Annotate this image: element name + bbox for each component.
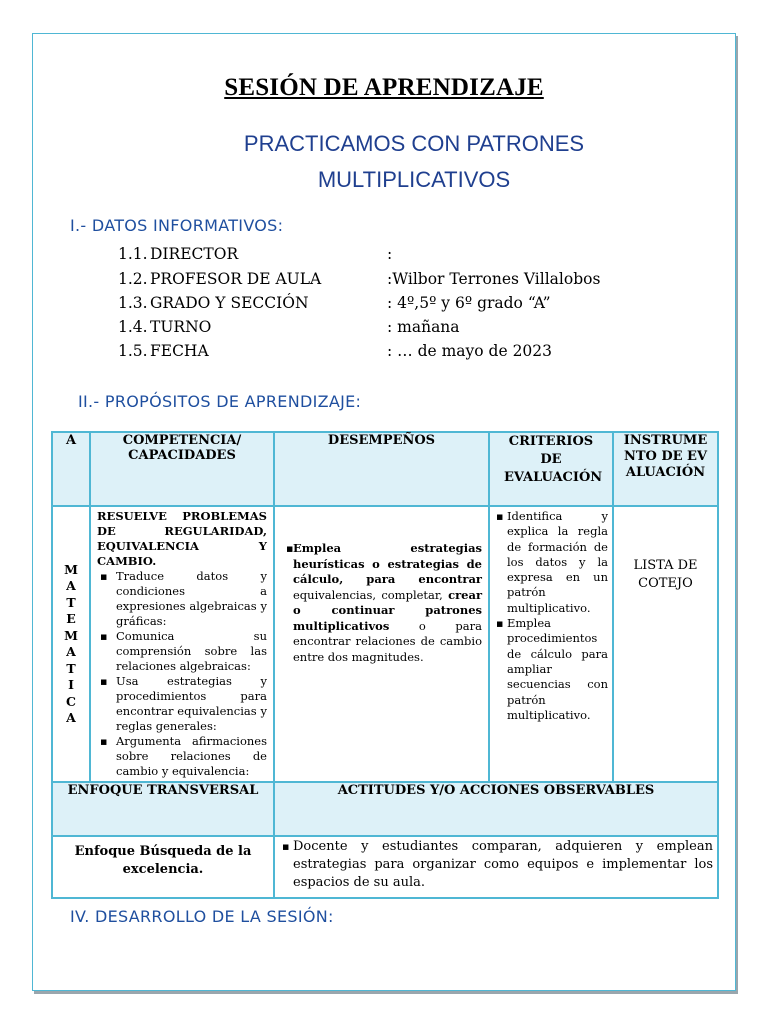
desempeno-list [283, 541, 482, 665]
capacidades-list [97, 569, 267, 779]
info-row-label: FECHA [150, 342, 209, 360]
header-area: A [52, 432, 90, 506]
session-subtitle-line2: MULTIPLICATIVOS [317, 167, 511, 192]
competencia-cell [90, 506, 274, 782]
section-heading-propositos: II.- PROPÓSITOS DE APRENDIZAJE: [78, 392, 362, 411]
info-row-number: 1.5. [118, 342, 148, 360]
header-competencia [90, 432, 274, 506]
table-row [52, 836, 718, 898]
instrumento-cell [613, 506, 718, 782]
info-row-number: 1.2. [118, 270, 148, 288]
document-title: SESIÓN DE APRENDIZAJE [224, 74, 544, 101]
area-letter: E [66, 611, 76, 626]
header-competencia-text: COMPETENCIA/ CAPACIDADES [122, 433, 242, 463]
info-row-number: 1.1. [118, 245, 148, 263]
section-heading-desarrollo: IV. DESARROLLO DE LA SESIÓN: [70, 907, 334, 926]
actitudes-list [279, 838, 713, 892]
criterios-list [493, 509, 608, 723]
info-row-value: : 4º,5º y 6º grado “A” [387, 294, 551, 312]
session-subtitle-line1: PRACTICAMOS CON PATRONES [243, 131, 585, 156]
info-row-number: 1.4. [118, 318, 148, 336]
info-row-value: : [387, 245, 393, 263]
info-row-number: 1.3. [118, 294, 148, 312]
desempeno-text: o para encontrar relaciones de cambio entre dos magnitudes. [293, 618, 483, 664]
competencia-title: RESUELVE PROBLEMAS DE REGULARIDAD, EQUIVALENCIA Y CAMBIO. [97, 509, 267, 568]
info-row-grado [118, 294, 718, 316]
list-item: ▪ Identifica y explica la regla de formación de los datos y la expresa en un patrón multiplicativo. [493, 509, 608, 616]
enfoque-cell [52, 836, 274, 898]
table-header-row [52, 432, 718, 506]
info-row-value: :Wilbor Terrones Villalobos [387, 270, 601, 288]
list-item: ▪ Docente y estudiantes comparan, adquieren y emplean estrategias para organizar como equipos e implementar los espacios de su aula. [279, 838, 713, 892]
enfoque-name: Enfoque Búsqueda de la excelencia. [74, 844, 252, 877]
info-row-label: GRADO Y SECCIÓN [150, 294, 309, 312]
info-row-profesor [118, 270, 718, 292]
area-letter: A [66, 644, 76, 659]
info-row-label: DIRECTOR [150, 245, 239, 263]
instrumento-text: LISTA DE COTEJO [633, 558, 698, 591]
desempeno-cell [274, 506, 489, 782]
list-item: ▪ Comunica su comprensión sobre las relaciones algebraicas: [97, 629, 267, 674]
header-enfoque: ENFOQUE TRANSVERSAL [52, 782, 274, 836]
area-letter: A [66, 578, 76, 593]
section-heading-datos: I.- DATOS INFORMATIVOS: [70, 216, 284, 235]
header-desempenos: DESEMPEÑOS [274, 432, 489, 506]
area-letter: T [66, 660, 76, 676]
table-header-row [52, 782, 718, 836]
actitudes-cell [274, 836, 718, 898]
info-row-director [118, 245, 718, 267]
table-row [52, 506, 718, 782]
info-row-value: : mañana [387, 318, 460, 336]
list-item: ▪ Argumenta afirmaciones sobre relaciones de cambio y equivalencia: [97, 734, 267, 779]
list-item: ▪ Usa estrategias y procedimientos para encontrar equivalencias y reglas generales: [97, 674, 267, 734]
header-actitudes: ACTITUDES Y/O ACCIONES OBSERVABLES [274, 782, 718, 836]
learning-purposes-table [51, 431, 719, 899]
desempeno-text-bold: Emplea estrategias heurísticas o estrategias de cálculo, para encontrar [293, 541, 482, 586]
info-row-label: PROFESOR DE AULA [150, 270, 322, 288]
area-letter: T [66, 594, 76, 610]
area-cell [52, 506, 90, 782]
area-letter: I [68, 677, 74, 692]
info-row-turno [118, 318, 718, 340]
desempeno-text: equivalencias, completar, [293, 587, 443, 602]
list-item: ▪ Emplea procedimientos de cálculo para ampliar secuencias con patrón multiplicativo. [493, 616, 608, 723]
header-instrumento [613, 432, 718, 506]
list-item: ▪ Traduce datos y condiciones a expresiones algebraicas y gráficas: [97, 569, 267, 629]
info-row-label: TURNO [150, 318, 212, 336]
header-criterios-text: CRITERIOS DE EVALUACIÓN [504, 434, 603, 485]
desempeno-text-bold: crear o continuar patrones multiplicativos [293, 587, 482, 633]
header-criterios [489, 432, 613, 506]
criterios-cell [489, 506, 613, 782]
area-letter: A [66, 710, 76, 725]
area-letter: M [64, 561, 78, 577]
info-row-fecha [118, 342, 718, 364]
area-letter: M [64, 627, 78, 643]
header-instrumento-text: INSTRUMENTO DE EVALUACIÓN [623, 433, 708, 480]
area-letter: C [66, 693, 76, 709]
info-row-value: : … de mayo de 2023 [387, 342, 553, 360]
list-item [283, 541, 482, 665]
